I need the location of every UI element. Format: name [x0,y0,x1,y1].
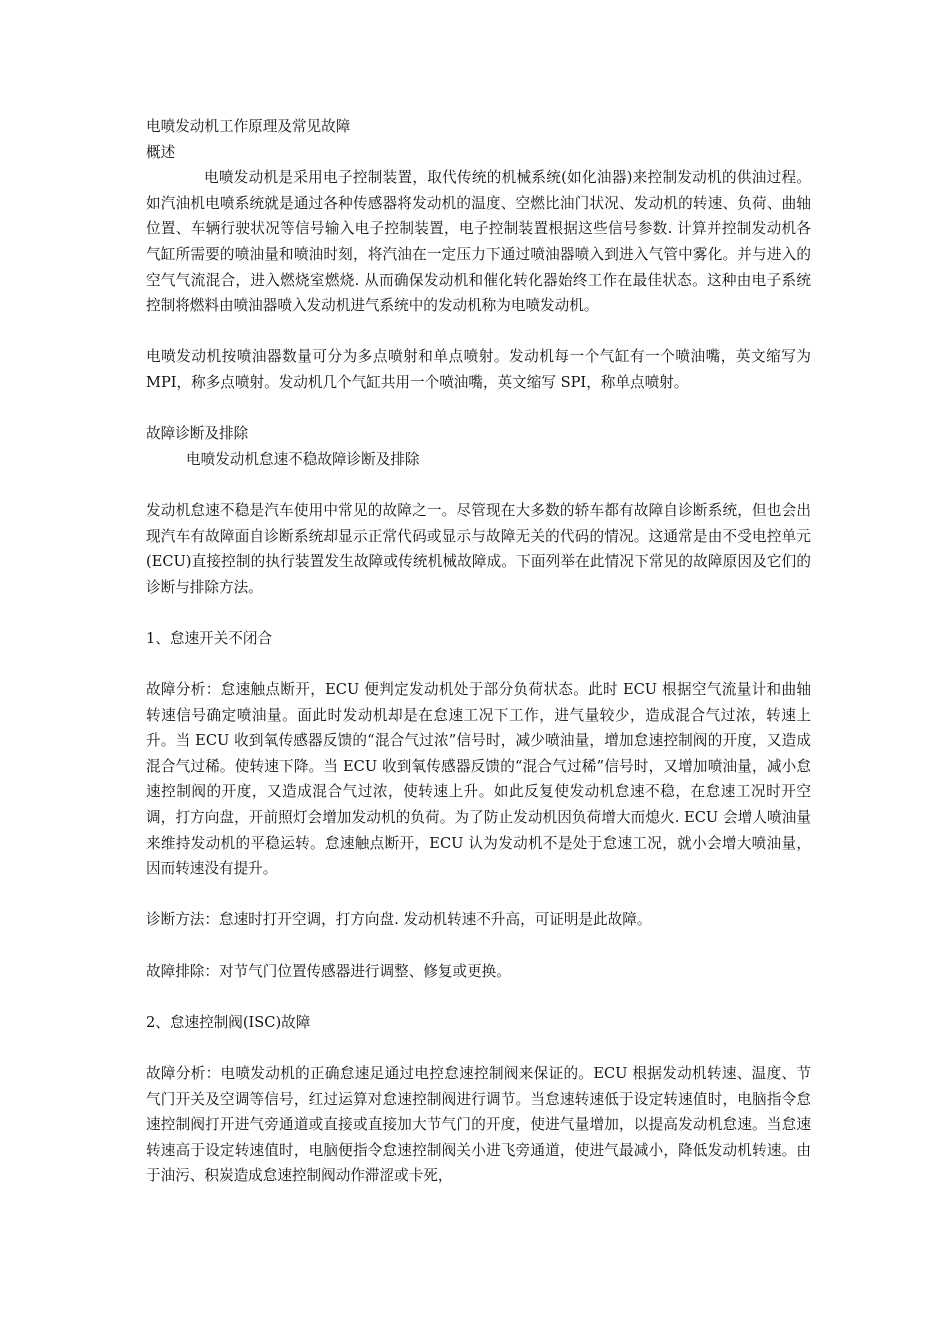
spacer [146,651,811,677]
spacer [146,600,811,626]
overview-heading: 概述 [146,143,176,161]
document-page [146,114,811,1189]
spacer [146,396,811,422]
spacer [146,882,811,908]
item-1-analysis: 故障分析：怠速触点断开，ECU 便判定发动机处于部分负荷状态。此时 ECU 根据空气流量计和曲轴转速信号确定喷油量。面此时发动机却是在怠速工况下工作，进气量较少，造成混合气过浓，转速上升。当 ECU 收到氧传感器反馈的“混合气过浓”信号时，减少喷油量，增加怠速控制阀的开度，又造成混合气过稀。使转速下降。当 ECU 收到氧传感器反馈的“混合气过稀”信号时，又增加喷油量，减小怠速控制阀的开度，又造成混合气过浓，使转速上升。如此反复使发动机怠速不稳，在怠速工况时开空调，打方向盘，开前照灯会增加发动机的负荷。为了防止发动机因负荷增大而熄火. ECU 会增人喷油量来维持发动机的平稳运转。怠速触点断开，ECU 认为发动机不是处于怠速工况，就小会增大喷油量，因而转速没有提升。 [146,681,811,878]
item-2-analysis: 故障分析：电喷发动机的正确怠速足通过电控怠速控制阀来保证的。ECU 根据发动机转速、温度、节气门开关及空调等信号，红过运算对怠速控制阀进行调节。当怠速转速低于设定转速值时，电脑指令怠速控制阀打开进气旁通道或直接或直接加大节气门的开度，使进气量增加，以提高发动机怠速。当怠速转速高于设定转速值时，电脑便指令怠速控制阀关小进飞旁通道，使进气最减小，降低发动机转速。由于油污、积炭造成怠速控制阀动作滞涩或卡死， [146,1064,811,1185]
spacer [146,472,811,498]
item-1-title: 1、怠速开关不闭合 [146,629,273,647]
item-2-title: 2、怠速控制阀(ISC)故障 [146,1013,311,1031]
item-1-fix: 故障排除：对节气门位置传感器进行调整、修复或更换。 [146,962,511,980]
spacer [146,933,811,959]
spacer [146,984,811,1010]
overview-paragraph-2: 电喷发动机按喷油器数量可分为多点喷射和单点喷射。发动机每一个气缸有一个喷油嘴，英文缩写为 MPI，称多点喷射。发动机几个气缸共用一个喷油嘴，英文缩写 SPI，称单点喷射。 [146,348,811,391]
document-title: 电喷发动机工作原理及常见故障 [146,118,351,135]
section-subheading: 电喷发动机怠速不稳故障诊断及排除 [186,450,420,468]
spacer [146,1035,811,1061]
spacer [146,319,811,345]
diagnosis-heading: 故障诊断及排除 [146,425,249,443]
intro-paragraph: 发动机怠速不稳是汽车使用中常见的故障之一。尽管现在大多数的轿车都有故障自诊断系统，但也会出现汽车有故障面自诊断系统却显示正常代码或显示与故障无关的代码的情况。这通常是由不受电控单元(ECU)直接控制的执行装置发生故障或传统机械故障成。下面列举在此情况下常见的故障原因及它们的诊断与排除方法。 [146,501,811,596]
overview-paragraph-1: 电喷发动机是采用电子控制装置，取代传统的机械系统(如化油器)来控制发动机的供油过程。如汽油机电喷系统就是通过各种传感器将发动机的温度、空燃比油门状况、发动机的转速、负荷、曲轴位置、车辆行驶状况等信号输入电子控制装置，电子控制装置根据这些信号参数. 计算并控制发动机各气缸所需要的喷油量和喷油时刻，将汽油在一定压力下通过喷油器喷入到进入气管中雾化。并与进入的空气气流混合，进入燃烧室燃烧. 从而确保发动机和催化转化器始终工作在最佳状态。这种由电子系统控制将燃料由喷油器喷入发动机进气系统中的发动机称为电喷发动机。 [146,169,811,315]
item-1-diagnosis-method: 诊断方法：怠速时打开空调，打方向盘. 发动机转速不升高，可证明是此故障。 [146,911,652,929]
